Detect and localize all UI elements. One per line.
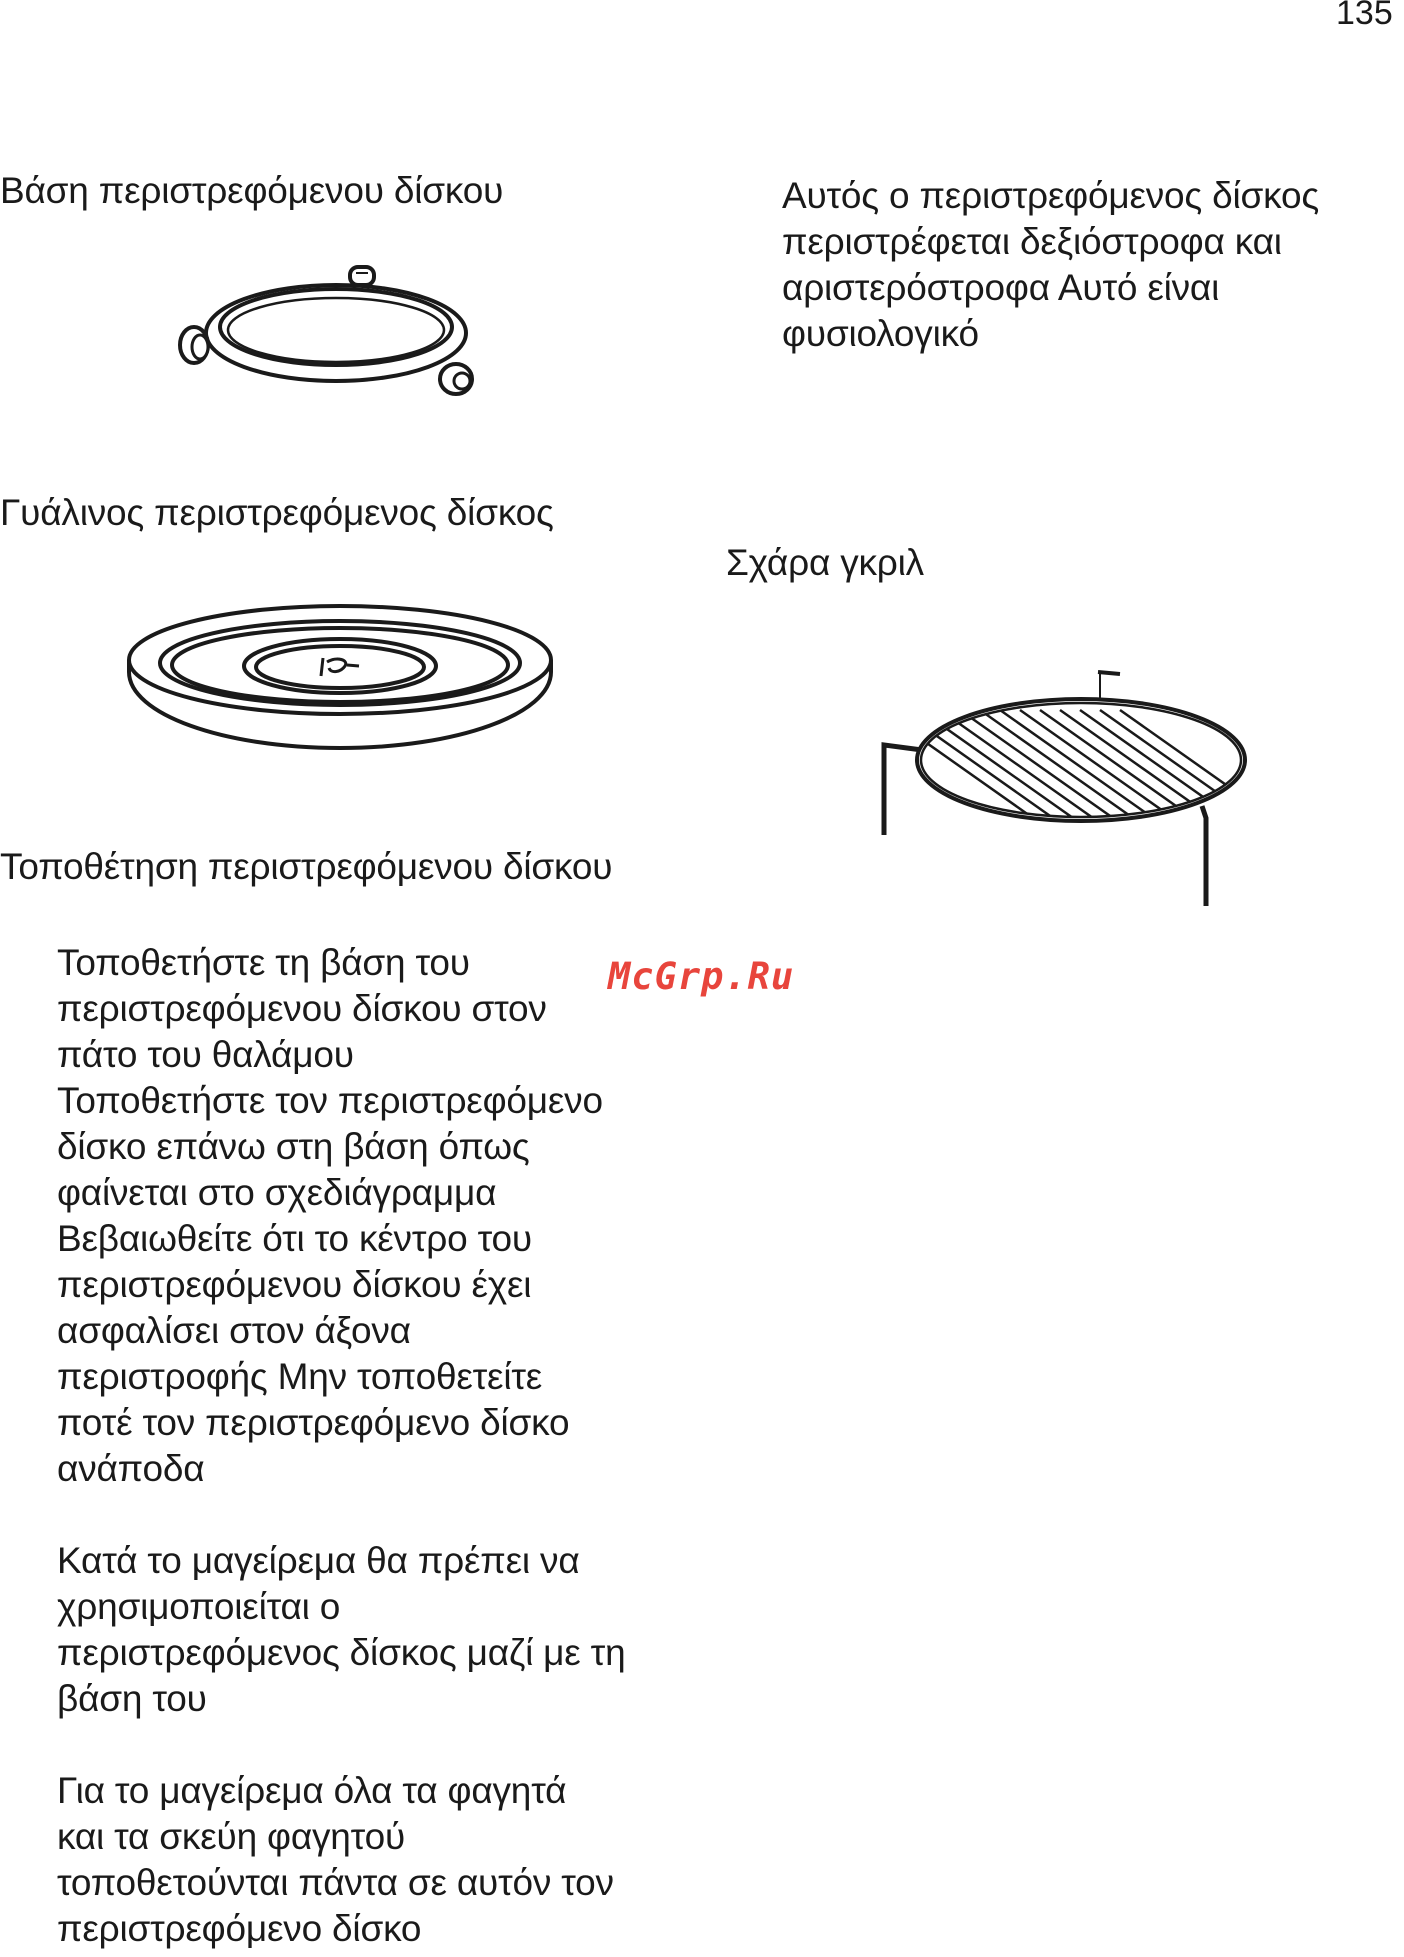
step-line: περιστρεφόμενος δίσκος μαζί με τη: [57, 1632, 626, 1673]
step-line: χρησιμοποιείται ο: [57, 1586, 341, 1627]
glass-turntable-illustration: [125, 610, 555, 760]
step-line: βάση του: [57, 1678, 207, 1719]
step-line: δίσκο επάνω στη βάση όπως: [57, 1126, 530, 1167]
rotation-note-line: φυσιολογικό: [782, 313, 979, 354]
step-line: Βεβαιωθείτε ότι το κέντρο του: [57, 1218, 532, 1259]
turntable-support-label: Βάση περιστρεφόμενου δίσκου: [0, 170, 504, 211]
step-5: [57, 1768, 625, 1952]
installation-steps: [57, 940, 625, 1952]
rotation-note: [782, 173, 1319, 357]
glass-turntable-label: Γυάλινος περιστρεφόμενος δίσκος: [0, 492, 554, 533]
step-line: Τοποθετήστε τη βάση του: [57, 942, 470, 983]
step-4: [57, 1538, 625, 1722]
step-line: περιστροφής Μην τοποθετείτε: [57, 1356, 543, 1397]
step-line: πάτο του θαλάμου: [57, 1034, 354, 1075]
grill-rack-illustration: [870, 680, 1265, 910]
roller-left: [180, 327, 208, 363]
grill-rack-label: Σχάρα γκριλ: [726, 542, 924, 583]
rotation-note-line: περιστρέφεται δεξιόστροφα και: [782, 221, 1282, 262]
page-number: 135: [1336, 0, 1393, 32]
step-line: Κατά το μαγείρεμα θα πρέπει να: [57, 1540, 580, 1581]
watermark: McGrp.Ru: [608, 955, 795, 998]
step-line: φαίνεται στο σχεδιάγραμμα: [57, 1172, 497, 1213]
step-line: περιστρεφόμενου δίσκου στον: [57, 988, 547, 1029]
rotation-note-line: Αυτός ο περιστρεφόμενος δίσκος: [782, 175, 1320, 216]
step-1: [57, 940, 625, 1078]
turntable-support-illustration: [170, 255, 490, 405]
rotation-note-line: αριστερόστροφα Αυτό είναι: [782, 267, 1220, 308]
support-ring-inner: [220, 289, 452, 365]
step-line: ποτέ τον περιστρεφόμενο δίσκο: [57, 1402, 570, 1443]
roller-right: [440, 364, 472, 394]
step-line: και τα σκεύη φαγητού: [57, 1816, 405, 1857]
step-line: ασφαλίσει στον άξονα: [57, 1310, 411, 1351]
rack-leg-right: [1202, 806, 1206, 906]
step-line: περιστρεφόμενου δίσκου έχει: [57, 1264, 532, 1305]
step-line: τοποθετούνται πάντα σε αυτόν τον: [57, 1862, 614, 1903]
roller-top: [350, 267, 374, 285]
step-line: ανάποδα: [57, 1448, 205, 1489]
step-3: [57, 1216, 625, 1492]
step-2: [57, 1078, 625, 1216]
step-line: Τοποθετήστε τον περιστρεφόμενο: [57, 1080, 603, 1121]
step-line: περιστρεφόμενο δίσκο: [57, 1908, 422, 1949]
step-line: Για το μαγείρεμα όλα τα φαγητά: [57, 1770, 567, 1811]
rack-rim-outer: [917, 699, 1245, 821]
support-ring-innermost: [228, 298, 444, 362]
installation-heading: Τοποθέτηση περιστρεφόμενου δίσκου: [0, 846, 613, 887]
